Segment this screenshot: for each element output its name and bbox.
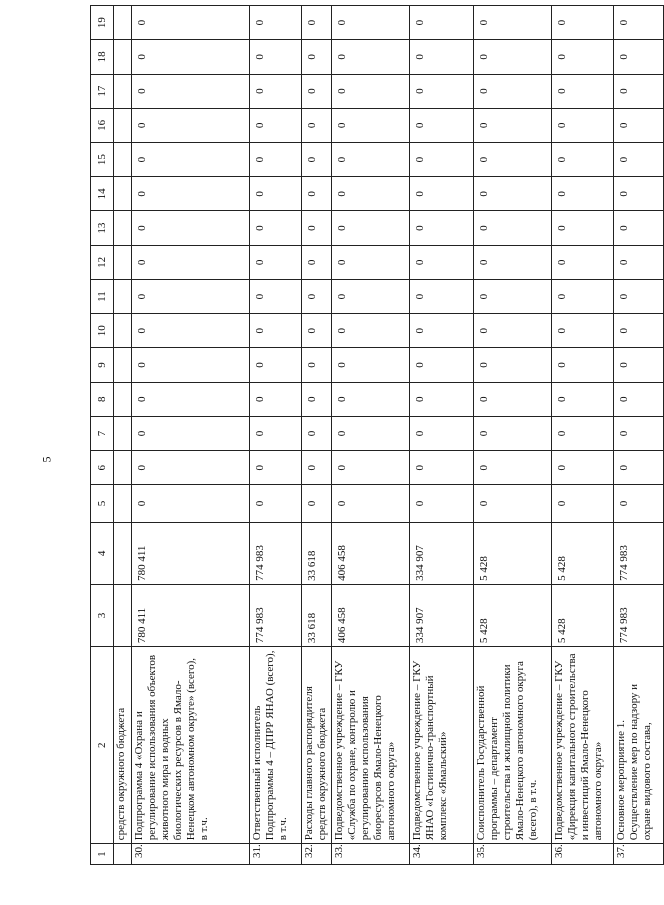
value-col-6: 0	[302, 451, 332, 485]
value-col-17: 0	[614, 74, 664, 108]
value-col-16: 0	[614, 108, 664, 142]
value-col-4: 33 618	[302, 522, 332, 584]
value-col-17: 0	[250, 74, 302, 108]
value-col-15: 0	[410, 143, 474, 177]
value-col-5: 0	[474, 485, 552, 522]
value-col-10: 0	[474, 314, 552, 348]
value-col-6: 0	[614, 451, 664, 485]
value-col-10: 0	[410, 314, 474, 348]
value-col-8: 0	[132, 382, 250, 416]
value-col-9: 0	[614, 348, 664, 382]
column-header-18: 18	[91, 40, 114, 74]
value-col-10: 0	[132, 314, 250, 348]
value-col-3: 5 428	[474, 584, 552, 646]
value-col-15: 0	[250, 143, 302, 177]
value-col-5: 0	[410, 485, 474, 522]
value-col-18: 0	[132, 40, 250, 74]
value-col-9: 0	[250, 348, 302, 382]
value-col-12: 0	[132, 245, 250, 279]
value-col-5: 0	[132, 485, 250, 522]
value-col-6: 0	[332, 451, 410, 485]
value-col-7: 0	[410, 416, 474, 450]
value-col-19: 0	[302, 6, 332, 40]
value-col-17: 0	[410, 74, 474, 108]
value-col-9: 0	[332, 348, 410, 382]
value-col-10: 0	[302, 314, 332, 348]
value-col-7: 0	[474, 416, 552, 450]
value-col-4: 5 428	[552, 522, 614, 584]
column-header-11: 11	[91, 279, 114, 313]
value-col-9: 0	[132, 348, 250, 382]
value-col-16: 0	[250, 108, 302, 142]
value-col-18: 0	[614, 40, 664, 74]
value-col-7: 0	[614, 416, 664, 450]
value-col-19: 0	[410, 6, 474, 40]
row-number: 34.	[410, 844, 474, 865]
table-row	[302, 6, 332, 865]
column-header-19: 19	[91, 6, 114, 40]
value-col-13: 0	[474, 211, 552, 245]
value-col-9: 0	[410, 348, 474, 382]
value-col-10: 0	[614, 314, 664, 348]
value-col-12: 0	[250, 245, 302, 279]
value-col-8: 0	[302, 382, 332, 416]
continuation-row	[114, 6, 132, 865]
value-col-4: 774 983	[614, 522, 664, 584]
value-col-13: 0	[302, 211, 332, 245]
value-col-3: 5 428	[552, 584, 614, 646]
value-col-9: 0	[474, 348, 552, 382]
value-col-6: 0	[250, 451, 302, 485]
value-col-13: 0	[132, 211, 250, 245]
row-name: Расходы главного распорядителя средств окружного бюджета	[302, 647, 332, 844]
column-header-1: 1	[91, 844, 114, 865]
value-col-12: 0	[332, 245, 410, 279]
value-col-16: 0	[302, 108, 332, 142]
table-row	[474, 6, 552, 865]
page-number: 5	[39, 456, 54, 463]
value-col-11: 0	[552, 279, 614, 313]
value-col-6: 0	[552, 451, 614, 485]
column-header-16: 16	[91, 108, 114, 142]
value-col-7: 0	[552, 416, 614, 450]
value-col-3: 406 458	[332, 584, 410, 646]
row-number: 35.	[474, 844, 552, 865]
value-col-13: 0	[552, 211, 614, 245]
header-row	[91, 6, 114, 865]
value-col-6: 0	[474, 451, 552, 485]
value-col-15: 0	[332, 143, 410, 177]
column-header-5: 5	[91, 485, 114, 522]
value-col-5: 0	[332, 485, 410, 522]
table-body	[114, 6, 664, 865]
value-col-8: 0	[614, 382, 664, 416]
value-col-16: 0	[132, 108, 250, 142]
row-name: Подведомственное учреждение – ГКУ ЯНАО «Гостинично-транспортный комплекс «Ямальский»	[410, 647, 474, 844]
value-col-7: 0	[332, 416, 410, 450]
value-col-8: 0	[250, 382, 302, 416]
value-col-18: 0	[250, 40, 302, 74]
value-col-3: 33 618	[302, 584, 332, 646]
row-name: Подведомственное учреждение – ГКУ «Дирекция капитального строительства и инвестиций Ямало-Ненецкого автономного округа»	[552, 647, 614, 844]
row-name: Подведомственное учреждение – ГКУ «Служба по охране, контролю и регулированию использования биоресурсов Ямало-Ненецкого автономного округа»	[332, 647, 410, 844]
row-name: Соисполнитель Государственной программы – департамент строительства и жилищной политики Ямало-Ненецкого автономного округа (всего), в т.ч.	[474, 647, 552, 844]
value-col-14: 0	[410, 177, 474, 211]
row-number: 30.	[132, 844, 250, 865]
value-col-19: 0	[552, 6, 614, 40]
value-col-9: 0	[552, 348, 614, 382]
value-col-6: 0	[410, 451, 474, 485]
column-header-8: 8	[91, 382, 114, 416]
value-col-12: 0	[552, 245, 614, 279]
value-col-5: 0	[614, 485, 664, 522]
column-header-13: 13	[91, 211, 114, 245]
value-col-4: 780 411	[132, 522, 250, 584]
value-col-6: 0	[132, 451, 250, 485]
value-col-3: 774 983	[250, 584, 302, 646]
value-col-15: 0	[302, 143, 332, 177]
value-col-13: 0	[410, 211, 474, 245]
value-col-19: 0	[474, 6, 552, 40]
value-col-11: 0	[474, 279, 552, 313]
value-col-11: 0	[250, 279, 302, 313]
value-col-15: 0	[132, 143, 250, 177]
value-col-16: 0	[474, 108, 552, 142]
value-col-12: 0	[302, 245, 332, 279]
row-name: Основное мероприятие 1. Осуществление мер по надзору и охране видового состава,	[614, 647, 664, 844]
value-col-17: 0	[132, 74, 250, 108]
value-col-15: 0	[614, 143, 664, 177]
value-col-14: 0	[302, 177, 332, 211]
value-col-18: 0	[332, 40, 410, 74]
value-col-11: 0	[332, 279, 410, 313]
column-header-14: 14	[91, 177, 114, 211]
value-col-13: 0	[614, 211, 664, 245]
value-col-3: 774 983	[614, 584, 664, 646]
budget-table	[90, 5, 664, 865]
table-row	[250, 6, 302, 865]
row-number: 33.	[332, 844, 410, 865]
value-col-17: 0	[474, 74, 552, 108]
value-col-13: 0	[250, 211, 302, 245]
value-col-14: 0	[552, 177, 614, 211]
table-row	[410, 6, 474, 865]
rotated-table-container	[90, 5, 653, 865]
column-header-17: 17	[91, 74, 114, 108]
table-row	[132, 6, 250, 865]
column-header-3: 3	[91, 584, 114, 646]
value-col-8: 0	[410, 382, 474, 416]
value-col-16: 0	[332, 108, 410, 142]
column-header-4: 4	[91, 522, 114, 584]
value-col-16: 0	[410, 108, 474, 142]
value-col-4: 774 983	[250, 522, 302, 584]
column-header-6: 6	[91, 451, 114, 485]
value-col-5: 0	[552, 485, 614, 522]
value-col-4: 406 458	[332, 522, 410, 584]
value-col-15: 0	[474, 143, 552, 177]
row-name: Ответственный исполнитель Подпрограммы 4 – ДПРР ЯНАО (всего), в т.ч.	[250, 647, 302, 844]
value-col-17: 0	[302, 74, 332, 108]
value-col-5: 0	[250, 485, 302, 522]
row-number: 31.	[250, 844, 302, 865]
continuation-text: средств окружного бюджета	[114, 647, 132, 844]
value-col-10: 0	[250, 314, 302, 348]
row-number: 37.	[614, 844, 664, 865]
value-col-18: 0	[552, 40, 614, 74]
value-col-7: 0	[250, 416, 302, 450]
value-col-19: 0	[332, 6, 410, 40]
value-col-4: 334 907	[410, 522, 474, 584]
value-col-19: 0	[132, 6, 250, 40]
value-col-5: 0	[302, 485, 332, 522]
table-row	[552, 6, 614, 865]
value-col-7: 0	[302, 416, 332, 450]
row-number: 32.	[302, 844, 332, 865]
value-col-19: 0	[614, 6, 664, 40]
value-col-7: 0	[132, 416, 250, 450]
column-header-9: 9	[91, 348, 114, 382]
value-col-17: 0	[552, 74, 614, 108]
value-col-9: 0	[302, 348, 332, 382]
value-col-13: 0	[332, 211, 410, 245]
value-col-8: 0	[474, 382, 552, 416]
value-col-4: 5 428	[474, 522, 552, 584]
value-col-12: 0	[410, 245, 474, 279]
value-col-12: 0	[614, 245, 664, 279]
value-col-14: 0	[132, 177, 250, 211]
value-col-18: 0	[474, 40, 552, 74]
value-col-15: 0	[552, 143, 614, 177]
row-name: Подпрограмма 4 «Охрана и регулирование использования объектов животного мира и водных биологических ресурсов в Ямало-Ненецком автономном округе» (всего), в т.ч.	[132, 647, 250, 844]
column-header-12: 12	[91, 245, 114, 279]
value-col-14: 0	[474, 177, 552, 211]
column-header-7: 7	[91, 416, 114, 450]
value-col-12: 0	[474, 245, 552, 279]
value-col-3: 334 907	[410, 584, 474, 646]
row-number: 36.	[552, 844, 614, 865]
column-header-2: 2	[91, 647, 114, 844]
value-col-16: 0	[552, 108, 614, 142]
value-col-10: 0	[332, 314, 410, 348]
value-col-3: 780 411	[132, 584, 250, 646]
value-col-11: 0	[614, 279, 664, 313]
value-col-19: 0	[250, 6, 302, 40]
value-col-8: 0	[332, 382, 410, 416]
value-col-8: 0	[552, 382, 614, 416]
column-header-10: 10	[91, 314, 114, 348]
value-col-11: 0	[410, 279, 474, 313]
column-header-15: 15	[91, 143, 114, 177]
value-col-14: 0	[250, 177, 302, 211]
value-col-17: 0	[332, 74, 410, 108]
value-col-14: 0	[332, 177, 410, 211]
value-col-14: 0	[614, 177, 664, 211]
value-col-10: 0	[552, 314, 614, 348]
value-col-11: 0	[302, 279, 332, 313]
value-col-18: 0	[410, 40, 474, 74]
value-col-11: 0	[132, 279, 250, 313]
value-col-18: 0	[302, 40, 332, 74]
cell	[114, 844, 132, 865]
table-row	[614, 6, 664, 865]
table-row	[332, 6, 410, 865]
